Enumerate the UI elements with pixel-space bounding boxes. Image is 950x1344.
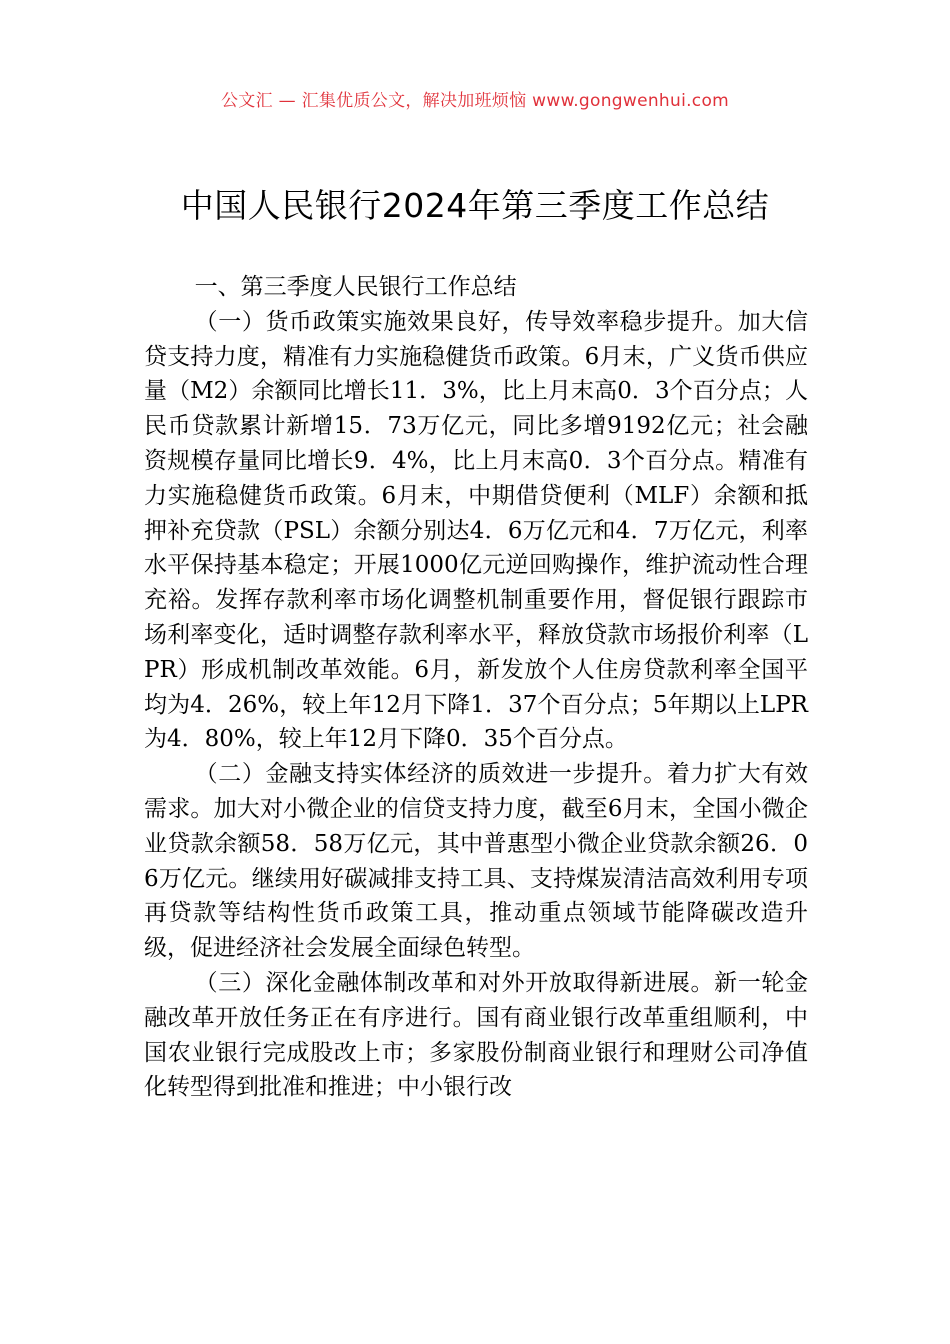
- section-heading: 一、第三季度人民银行工作总结: [194, 274, 517, 300]
- paragraph-2: （二）金融支持实体经济的质效进一步提升。着力扩大有效需求。加大对小微企业的信贷支持力度，截至6月末，全国小微企业贷款余额58．58万亿元，其中普惠型小微企业贷款余额26．06万亿元。继续用好碳减排支持工具、支持煤炭清洁高效利用专项再贷款等结构性货币政策工具，推动重点领域节能降碳改造升级，促进经济社会发展全面绿色转型。: [144, 761, 808, 962]
- document-title: 中国人民银行2024年第三季度工作总结: [180, 186, 770, 225]
- watermark-header: 公文汇 — 汇集优质公文，解决加班烦恼 www.gongwenhui.com: [220, 91, 730, 111]
- paragraph-3: （三）深化金融体制改革和对外开放取得新进展。新一轮金融改革开放任务正在有序进行。国有商业银行改革重组顺利，中国农业银行完成股改上市；多家股份制商业银行和理财公司净值化转型得到批准和推进；中小银行改: [144, 969, 808, 1101]
- paragraph-1: （一）货币政策实施效果良好，传导效率稳步提升。加大信贷支持力度，精准有力实施稳健货币政策。6月末，广义货币供应量（M2）余额同比增长11．3%，比上月末高0．3个百分点；人民币贷款累计新增15．73万亿元，同比多增9192亿元；社会融资规模存量同比增长9．4%，比上月末高0．3个百分点。精准有力实施稳健货币政策。6月末，中期借贷便利（MLF）余额和抵押补充贷款（PSL）余额分别达4．6万亿元和4．7万亿元，利率水平保持基本稳定；开展1000亿元逆回购操作，维护流动性合理充裕。发挥存款利率市场化调整机制重要作用，督促银行跟踪市场利率变化，适时调整存款利率水平，释放贷款市场报价利率（LPR）形成机制改革效能。6月，新发放个人住房贷款利率全国平均为4．26%，较上年12月下降1．37个百分点；5年期以上LPR为4．80%，较上年12月下降0．35个百分点。: [144, 308, 808, 753]
- document-body: [144, 270, 808, 1105]
